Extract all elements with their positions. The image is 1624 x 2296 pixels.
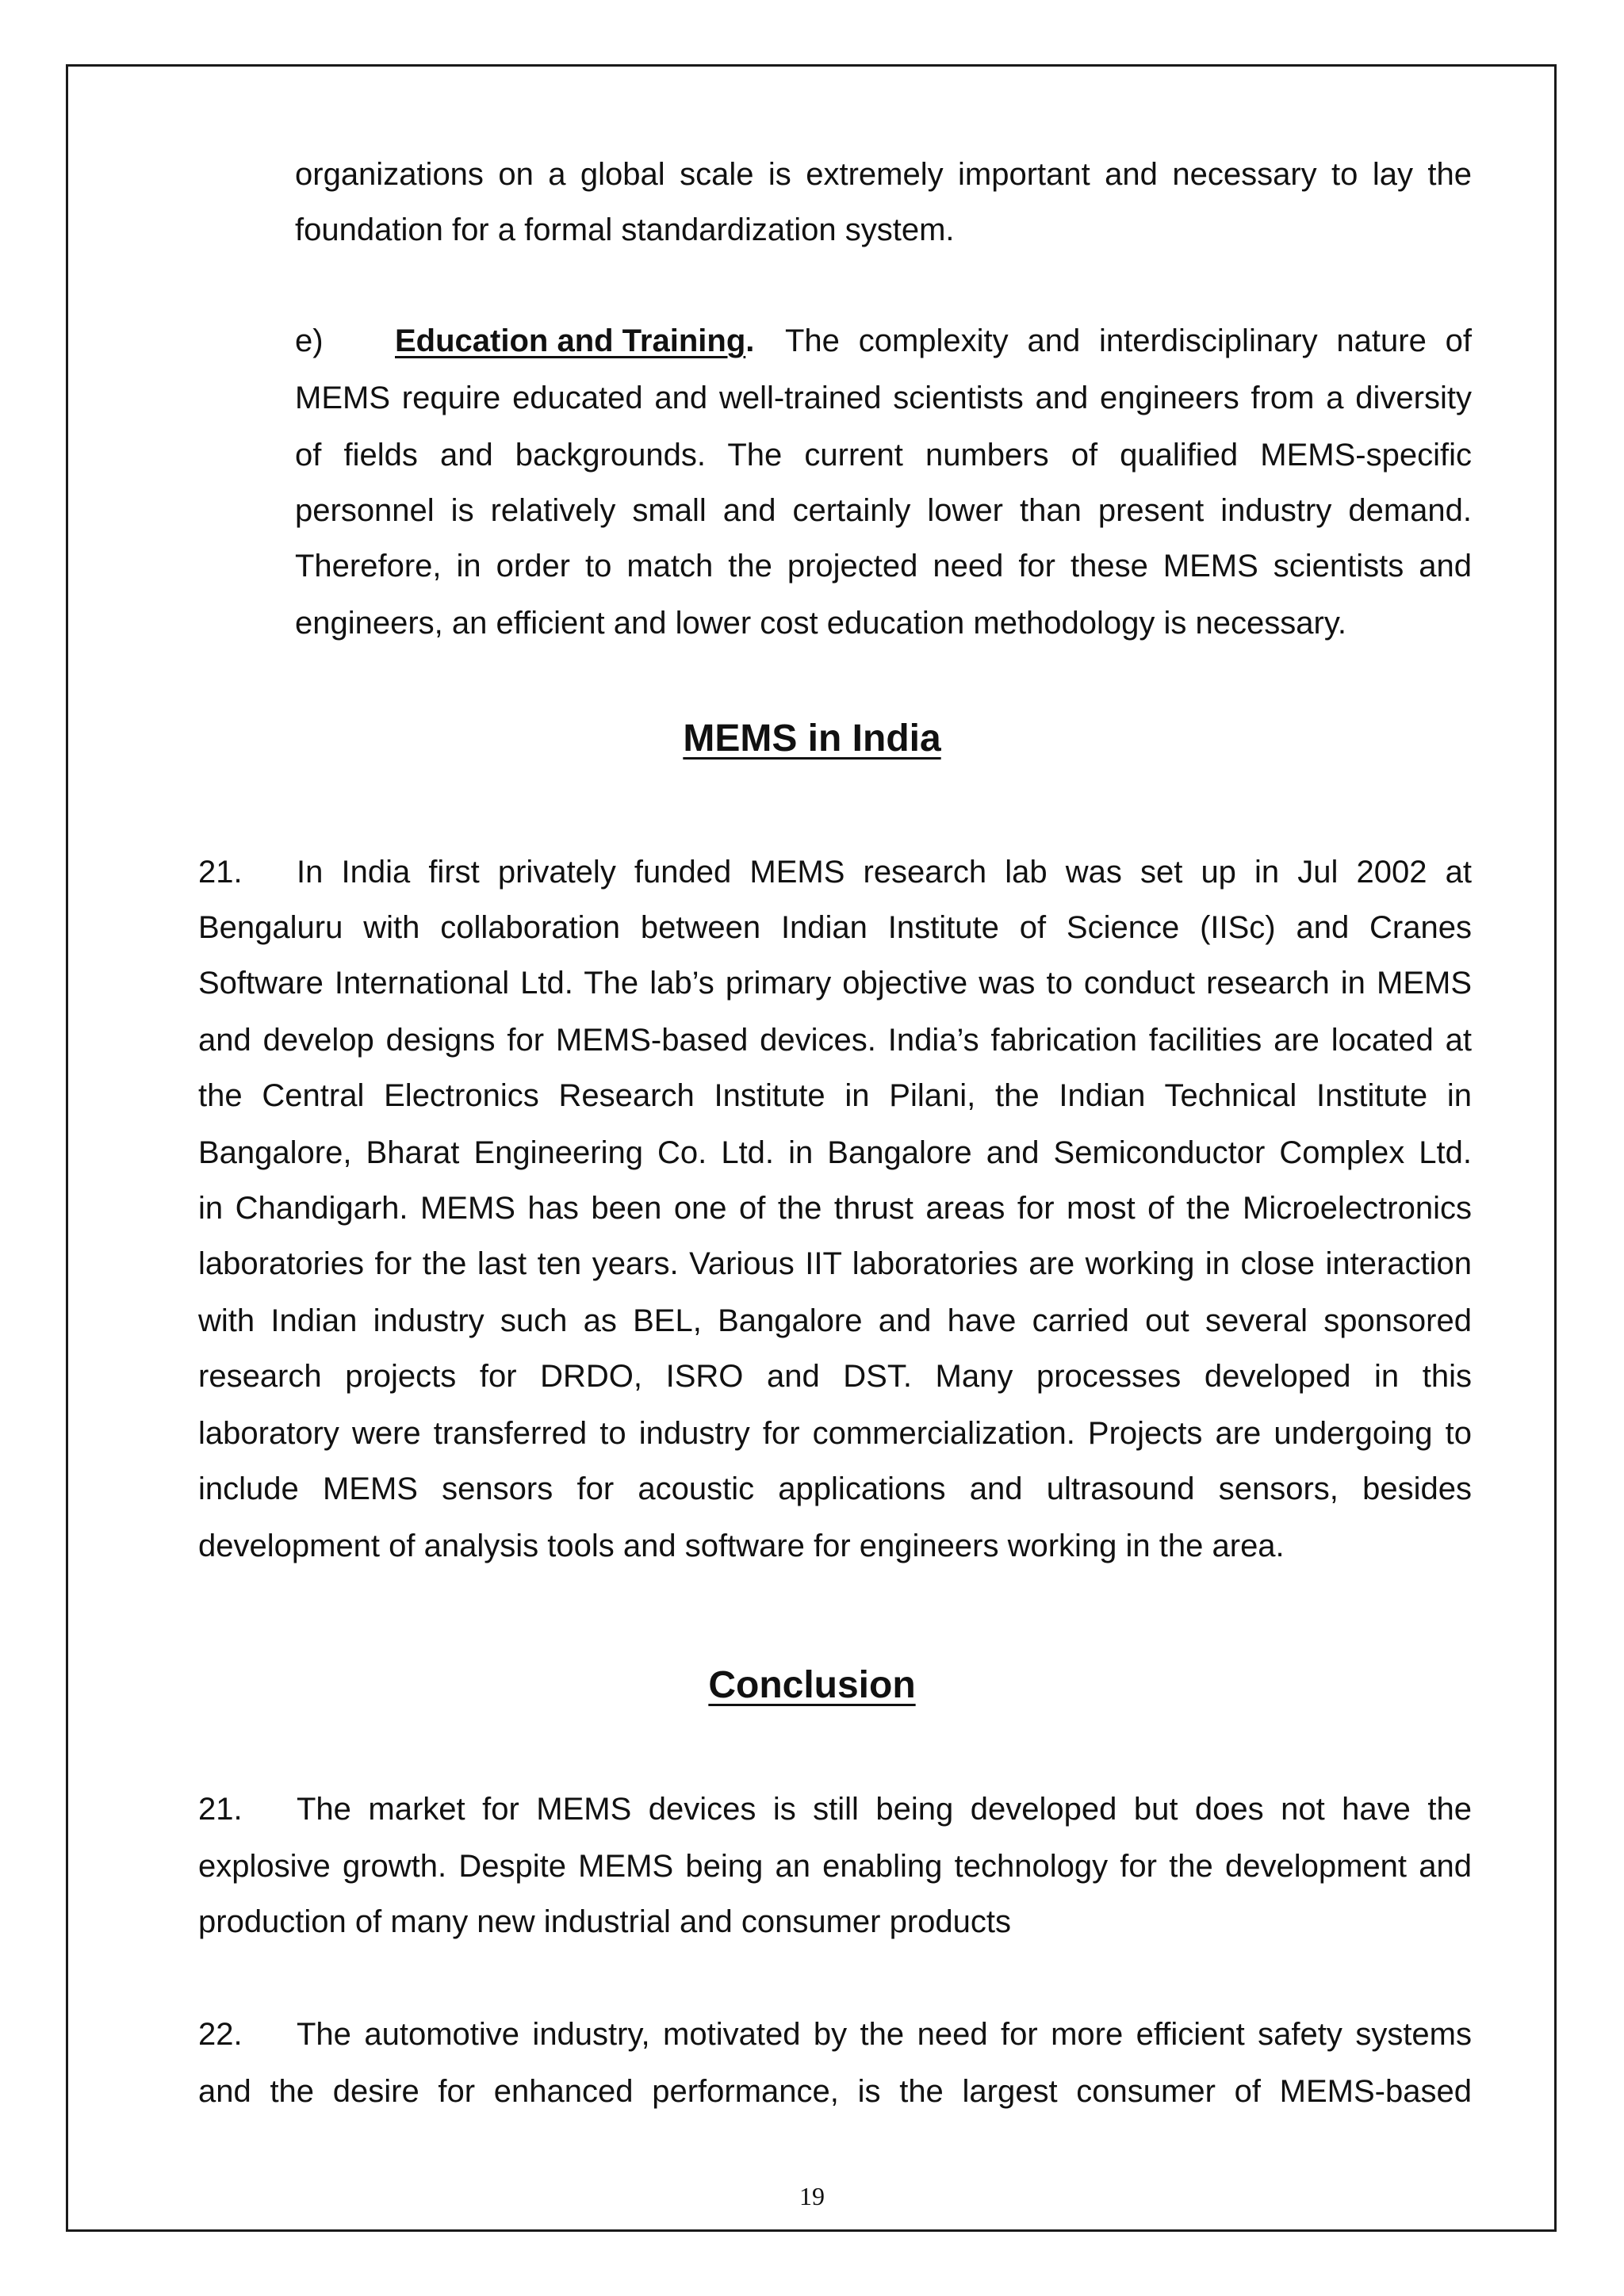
paragraph-number: 21. — [198, 855, 243, 890]
text-line: Software International Ltd. The lab’s primary objective was to conduct research in MEMS — [198, 966, 1472, 1001]
text-line: in Chandigarh. MEMS has been one of the thrust areas for most of the Microelectronics — [198, 1191, 1472, 1226]
text-line: engineers, an efficient and lower cost education methodology is necessary. — [295, 606, 1346, 641]
paragraph-first-line — [198, 853, 1472, 891]
text-line: MEMS require educated and well-trained scientists and engineers from a diversity — [295, 381, 1472, 415]
text-line: include MEMS sensors for acoustic applications and ultrasound sensors, besides — [198, 1471, 1472, 1506]
text-line: Bengaluru with collaboration between Indian Institute of Science (IISc) and Cranes — [198, 910, 1472, 945]
paragraph-number: 22. — [198, 2017, 243, 2052]
text-line: research projects for DRDO, ISRO and DST. Many processes developed in this — [198, 1359, 1472, 1394]
paragraph-first-line — [295, 322, 1472, 360]
page-number: 19 — [799, 2182, 825, 2210]
text-line: and develop designs for MEMS-based devices. India’s fabrication facilities are located at — [198, 1023, 1472, 1058]
text-line: In India first privately funded MEMS research lab was set up in Jul 2002 at — [297, 855, 1472, 890]
text-line: The complexity and interdisciplinary nature of — [785, 323, 1472, 358]
text-line: explosive growth. Despite MEMS being an enabling technology for the development and — [198, 1849, 1472, 1884]
heading-mems-in-india: MEMS in India — [683, 718, 941, 760]
text-line: foundation for a formal standardization system. — [295, 212, 955, 247]
text-line: production of many new industrial and consumer products — [198, 1904, 1011, 1939]
text-line: development of analysis tools and software for engineers working in the area. — [198, 1529, 1285, 1563]
text-line: personnel is relatively small and certainly lower than present industry demand. — [295, 493, 1472, 528]
paragraph-number: 21. — [198, 1792, 243, 1827]
section-title: Education and Training. — [395, 323, 755, 358]
text-line: of fields and backgrounds. The current numbers of qualified MEMS-specific — [295, 438, 1472, 473]
text-line: Bangalore, Bharat Engineering Co. Ltd. in Bangalore and Semiconductor Complex Ltd. — [198, 1135, 1472, 1170]
heading-conclusion: Conclusion — [708, 1664, 916, 1706]
paragraph-first-line — [198, 2015, 1472, 2053]
text-line: laboratory were transferred to industry for commercialization. Projects are undergoing to — [198, 1416, 1472, 1451]
text-line: The market for MEMS devices is still being developed but does not have the — [297, 1792, 1472, 1827]
list-marker: e) — [295, 323, 324, 358]
text-line: organizations on a global scale is extremely important and necessary to lay the — [295, 157, 1472, 192]
text-line: Therefore, in order to match the projected need for these MEMS scientists and — [295, 549, 1472, 584]
text-line: with Indian industry such as BEL, Bangalore and have carried out several sponsored — [198, 1303, 1472, 1338]
text-line: and the desire for enhanced performance, is the largest consumer of MEMS-based — [198, 2074, 1472, 2109]
text-line: The automotive industry, motivated by the need for more efficient safety systems — [297, 2017, 1472, 2052]
text-line: the Central Electronics Research Institute in Pilani, the Indian Technical Institute in — [198, 1078, 1472, 1113]
text-line: laboratories for the last ten years. Various IIT laboratories are working in close interaction — [198, 1246, 1472, 1281]
paragraph-first-line — [198, 1790, 1472, 1828]
